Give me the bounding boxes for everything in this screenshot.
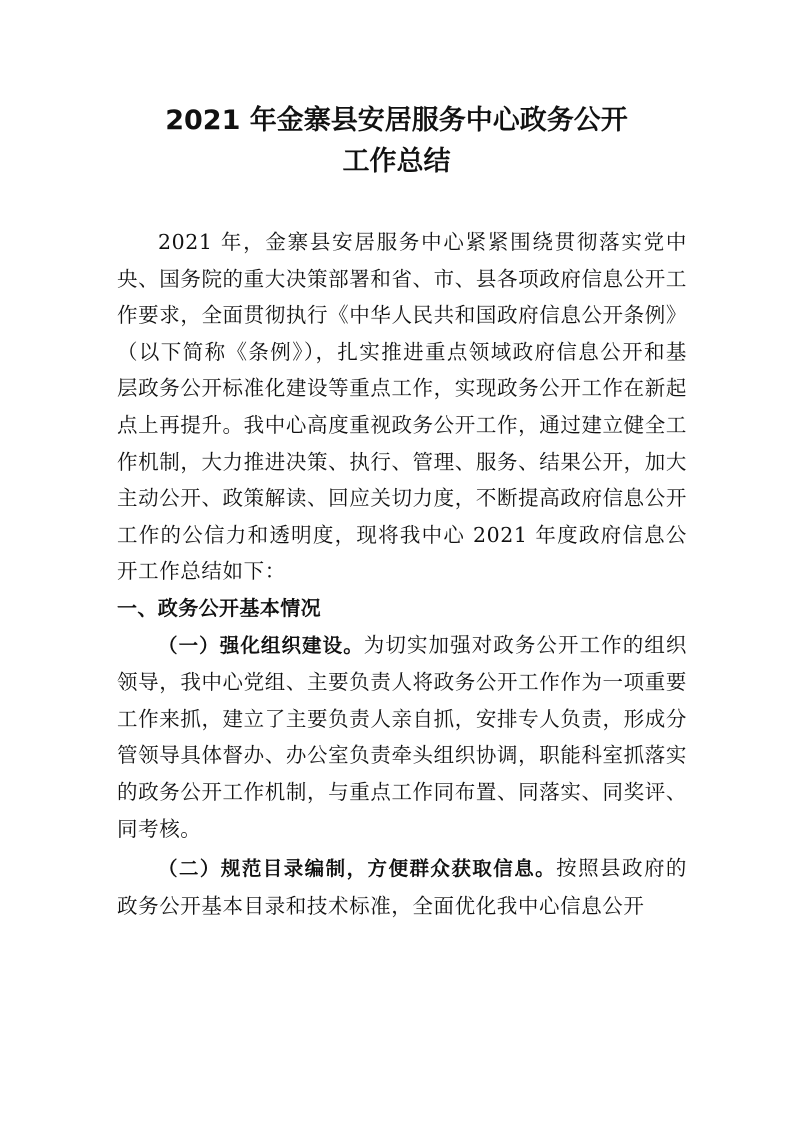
subsection-paragraph-2: [117, 850, 687, 924]
section-heading-1: 一、政务公开基本情况: [117, 595, 321, 620]
document-title-line-2: 工作总结: [342, 146, 451, 177]
intro-paragraph: 2021 年，金寨县安居服务中心紧紧围绕贯彻落实党中央、国务院的重大决策部署和省、市、县各项政府信息公开工作要求，全面贯彻执行《中华人民共和国政府信息公开条例》（以下简称《条例》），扎实推进重点领域政府信息公开和基层政务公开标准化建设等重点工作，实现政务公开工作在新起点上再提升。我中心高度重视政务公开工作，通过建立健全工作机制，大力推进决策、执行、管理、服务、结果公开，加大主动公开、政策解读、回应关切力度，不断提高政府信息公开工作的公信力和透明度，现将我中心 2021 年度政府信息公开工作总结如下：: [117, 230, 687, 584]
subsection-paragraph-1: [117, 627, 687, 848]
subsection-lead-2: （二）规范目录编制，方便群众获取信息。: [158, 857, 557, 881]
subsection-text-2: 按照县政府的政务公开基本目录和技术标准，全面优化我中心信息公开: [117, 856, 687, 918]
subsection-lead-1: （一）强化组织建设。: [158, 633, 364, 657]
document-body: [117, 224, 687, 924]
document-title-line-1: 2021 年金寨县安居服务中心政务公开: [165, 105, 628, 136]
subsection-text-1: 为切实加强对政务公开工作的组织领导，我中心党组、主要负责人将政务公开工作作为一项重要工作来抓，建立了主要负责人亲自抓，安排专人负责，形成分管领导具体督办、办公室负责牵头组织协调，职能科室抓落实的政务公开工作机制，与重点工作同布置、同落实、同奖评、同考核。: [117, 632, 687, 841]
